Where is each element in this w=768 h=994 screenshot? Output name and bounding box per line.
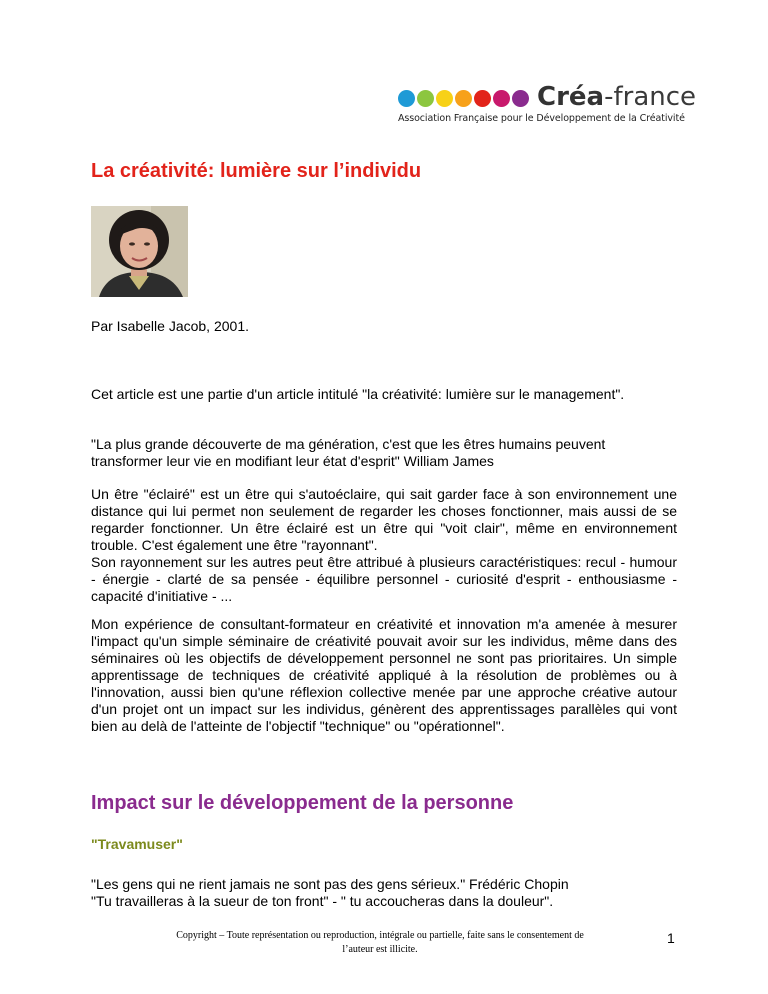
intro-paragraph: Cet article est une partie d'un article intitulé "la créativité: lumière sur le management".: [91, 386, 625, 402]
copyright-footer: [130, 929, 630, 957]
logo-dot: [436, 90, 453, 107]
logo-dot: [474, 90, 491, 107]
author-byline: Par Isabelle Jacob, 2001.: [91, 318, 249, 334]
logo-tagline: Association Française pour le Développement de la Créativité: [398, 113, 685, 124]
logo-dot: [398, 90, 415, 107]
crea-france-logo: [398, 82, 697, 126]
page-title: La créativité: lumière sur l’individu: [91, 160, 422, 182]
quote-chopin: "Les gens qui ne rient jamais ne sont pas des gens sérieux." Frédéric Chopin: [91, 876, 569, 892]
author-photo: [91, 206, 188, 297]
author-portrait-image: [91, 206, 188, 297]
paragraph-experience: Mon expérience de consultant-formateur en créativité et innovation m'a amenée à mesurer l'impact qu'un simple séminaire de créativité pouvait avoir sur les individus, même dans des séminaires où les objectifs de développement personnel ne sont pas prioritaires. Un simple apprentissage de techniques de créativité appliqué à la résolution de problèmes ou à l'innovation, aussi bien qu'une réflexion collective menée par une approche créative autour d'un projet ont un impact sur les individus, génèrent des apprentissages parallèles qui vont bien au delà de l'atteinte de l'objectif "technique" ou "opérationnel".: [91, 616, 677, 734]
paragraph-rayonnement: Son rayonnement sur les autres peut être attribué à plusieurs caractéristiques: recul - humour - énergie - clarté de sa pensée - équilibre personnel - curiosité d'esprit - enthousiasme - capacité d'initiative - ...: [91, 554, 677, 604]
page-number: 1: [667, 930, 675, 946]
logo-name-rest: -france: [604, 82, 697, 112]
logo-dot: [455, 90, 472, 107]
copyright-line-1: Copyright – Toute représentation ou reproduction, intégrale ou partielle, faite sans le consentement de: [176, 930, 584, 941]
logo-dots: [398, 90, 529, 108]
section-heading: Impact sur le développement de la personne: [91, 792, 514, 814]
logo-dot: [512, 90, 529, 107]
copyright-line-2: l’auteur est illicite.: [342, 944, 418, 955]
logo-name: [537, 82, 696, 112]
paragraph-etre-eclaire: Un être "éclairé" est un être qui s'autoéclaire, qui sait garder face à son environnement une distance qui lui permet non seulement de regarder les choses fonctionner, mais aussi de se regarder fonctionner. Un être éclairé est un être qui "voit clair", même en environnement trouble. C'est également une être "rayonnant".: [91, 486, 677, 553]
quote-william-james: "La plus grande découverte de ma génération, c'est que les êtres humains peuvent transformer leur vie en modifiant leur état d'esprit" William James: [91, 436, 606, 469]
subsection-heading: "Travamuser": [91, 836, 183, 852]
quote-travail: "Tu travailleras à la sueur de ton front" - " tu accoucheras dans la douleur".: [91, 893, 554, 909]
logo-name-bold: Créa: [537, 82, 605, 112]
logo-dot: [417, 90, 434, 107]
logo-dot: [493, 90, 510, 107]
